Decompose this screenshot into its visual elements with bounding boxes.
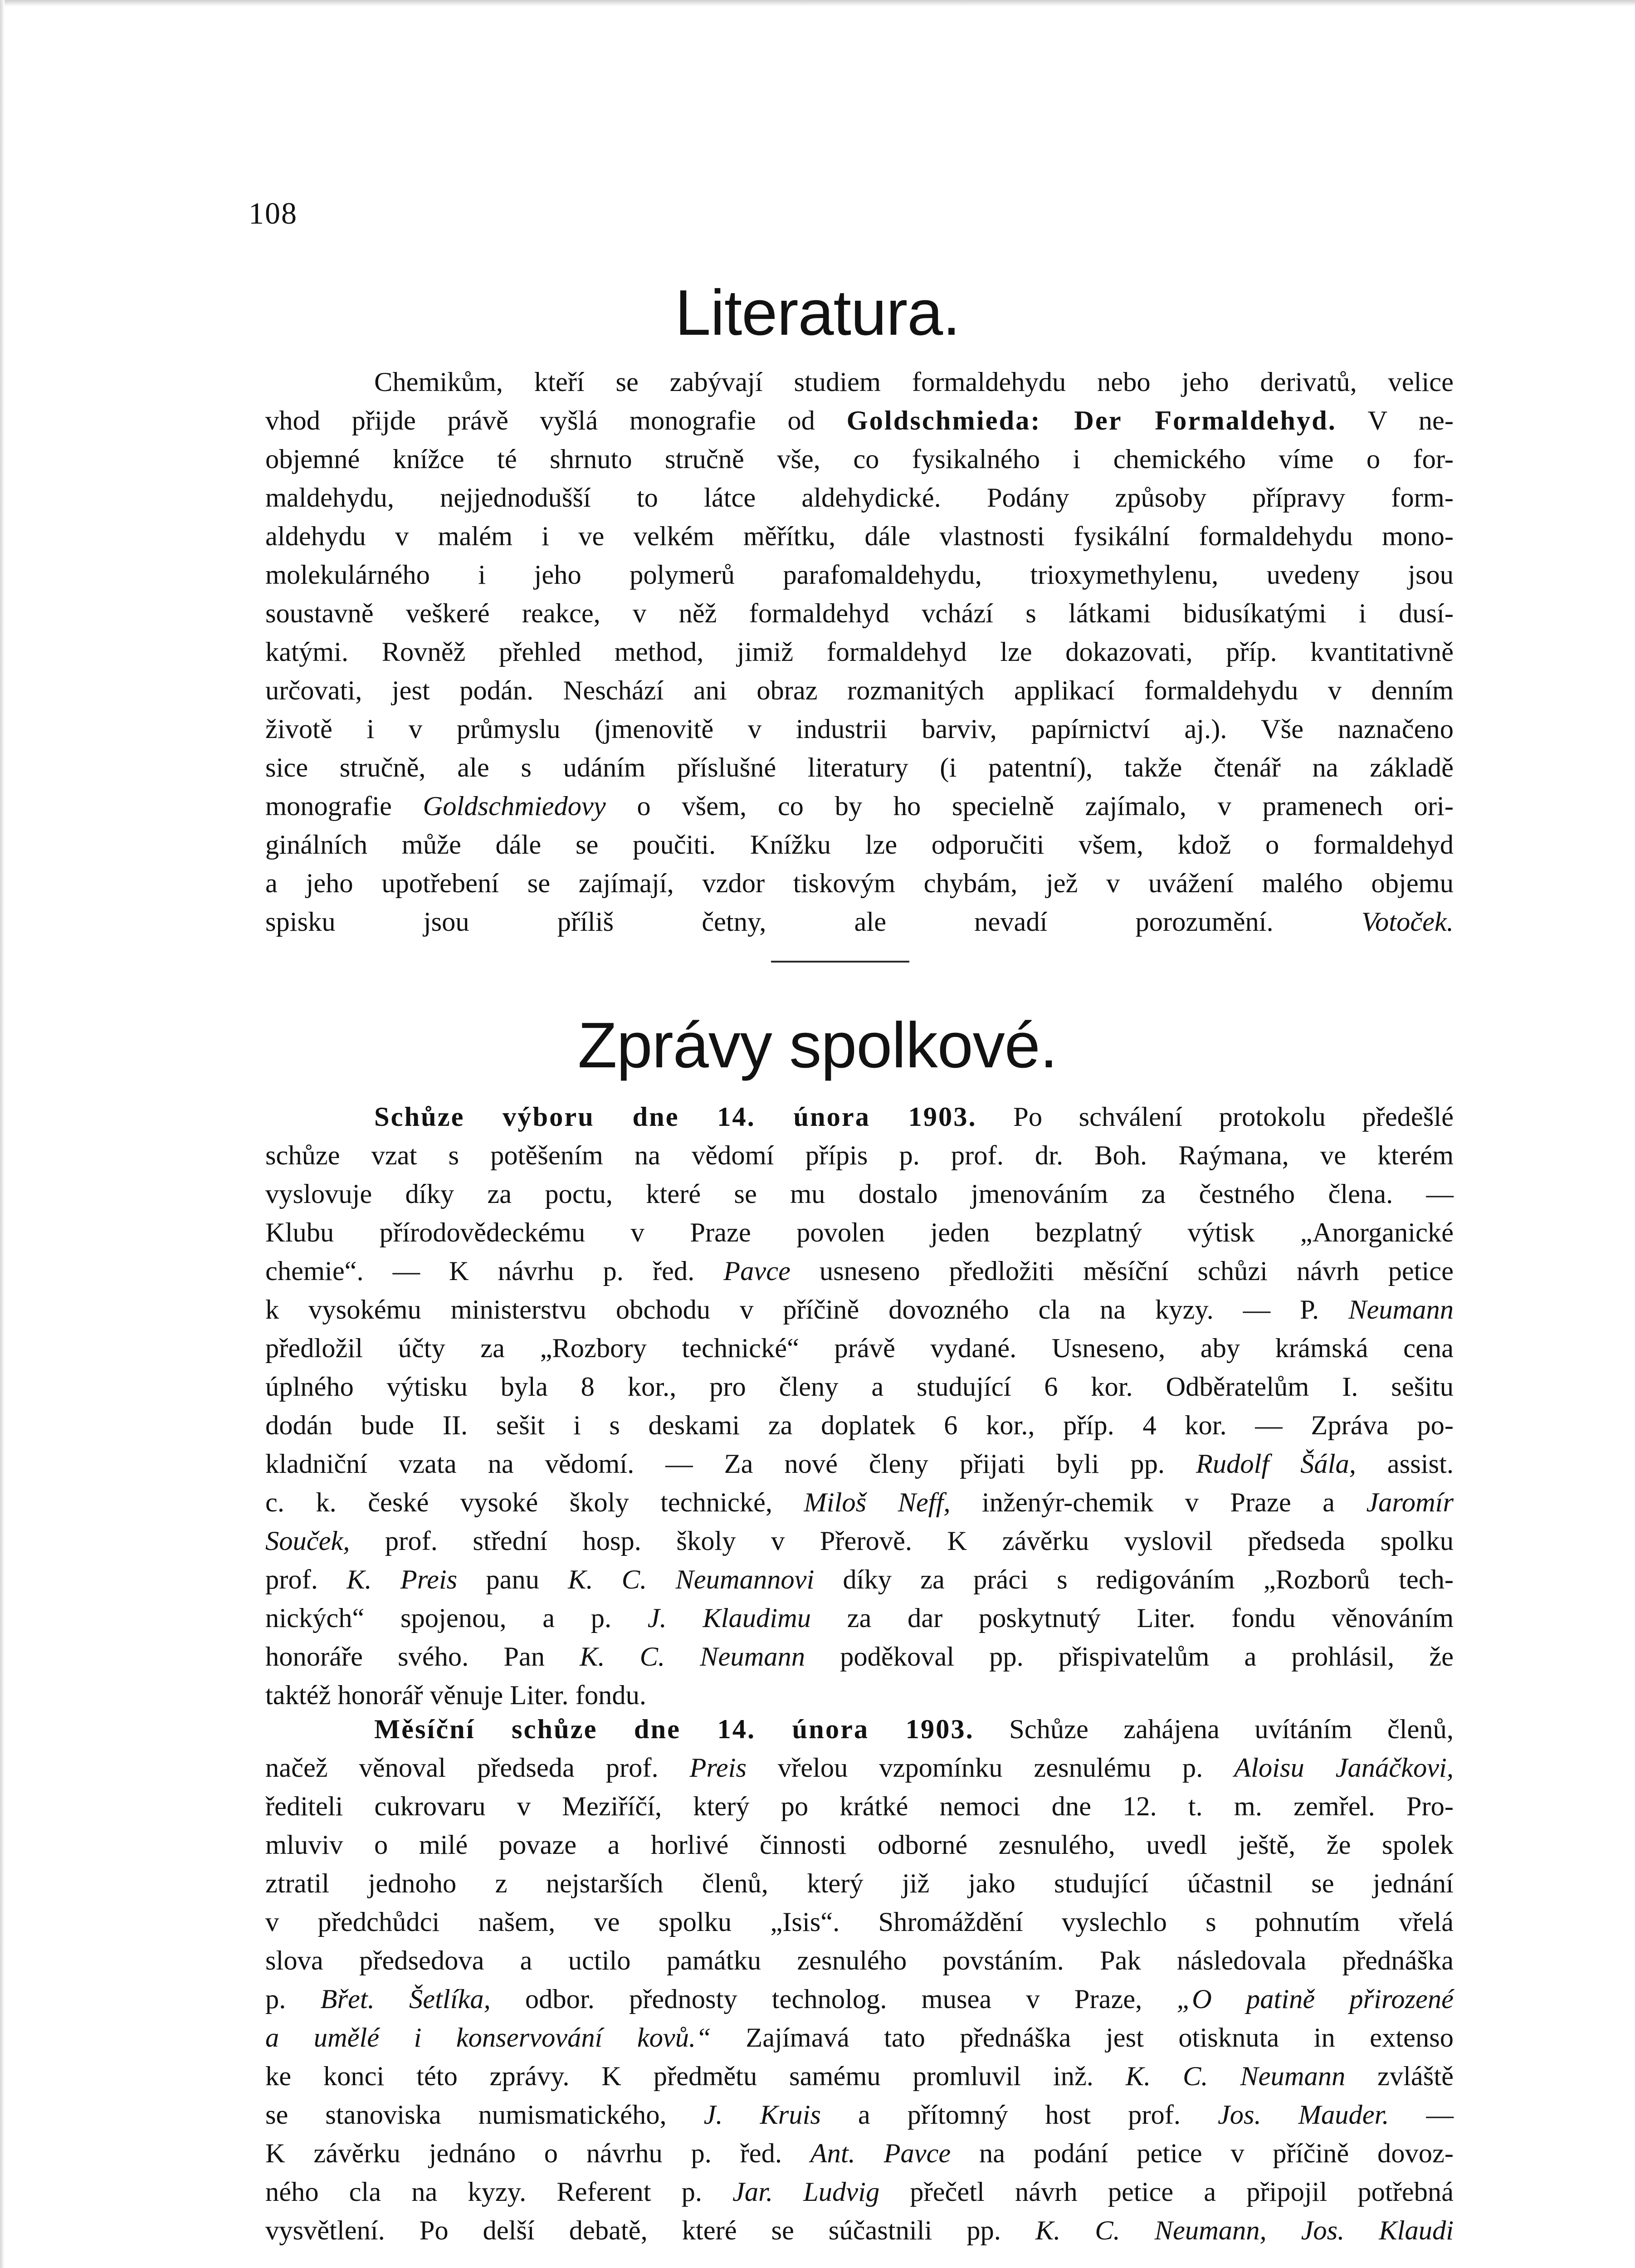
text-line: vysvětlení. Po delší debatě, které se súčastnili pp. K. C. Neumann, Jos. Klaudi bbox=[265, 2215, 1454, 2246]
text-line: Měsíční schůze dne 14. února 1903. Schůze zahájena uvítáním členů, bbox=[374, 1714, 1454, 1745]
text-line: předložil účty za „Rozbory technické“ právě vydané. Usneseno, aby krámská cena bbox=[265, 1333, 1454, 1364]
text-line: Klubu přírodovědeckému v Praze povolen jeden bezplatný výtisk „Anorganické bbox=[265, 1217, 1454, 1248]
text-line: úplného výtisku byla 8 kor., pro členy a studující 6 kor. Odběratelům I. sešitu bbox=[265, 1372, 1454, 1402]
text-line: načež věnoval předseda prof. Preis vřelou vzpomínku zesnulému p. Aloisu Janáčkovi, bbox=[265, 1753, 1454, 1783]
text-line: slova předsedova a uctilo památku zesnulého povstáním. Pak následovala přednáška bbox=[265, 1945, 1454, 1976]
text-line: vyslovuje díky za poctu, které se mu dostalo jmenováním za čestného člena. — bbox=[265, 1179, 1454, 1209]
scan-edge-top bbox=[0, 0, 1635, 6]
book-title: Goldschmieda: Der Formaldehyd. bbox=[846, 406, 1337, 436]
text-line: objemné knížce té shrnuto stručně vše, co fysikalného i chemického víme o for- bbox=[265, 444, 1454, 474]
literatura-review bbox=[265, 363, 1454, 941]
text-line: Schůze výboru dne 14. února 1903. Po schválení protokolu předešlé bbox=[374, 1102, 1454, 1132]
text-line: taktéž honorář věnuje Liter. fondu. bbox=[265, 1680, 646, 1711]
text-line: vhod přijde právě vyšlá monografie od Goldschmieda: Der Formaldehyd. V ne- bbox=[265, 406, 1454, 436]
text-line: v předchůdci našem, ve spolku „Isis“. Shromáždění vyslechlo s pohnutím vřelá bbox=[265, 1907, 1454, 1937]
text-line: honoráře svého. Pan K. C. Neumann poděkoval pp. přispivatelům a prohlásil, že bbox=[265, 1642, 1454, 1672]
monthly-meeting-report bbox=[265, 1710, 1454, 2250]
text-line: ginálních může dále se poučiti. Knížku lze odporučiti všem, kdož o formaldehyd bbox=[265, 830, 1454, 860]
text-line: prof. K. Preis panu K. C. Neumannovi díky za práci s redigováním „Rozborů tech- bbox=[265, 1564, 1454, 1595]
text-line: aldehydu v malém i ve velkém měřítku, dále vlastnosti fysikální formaldehydu mono- bbox=[265, 521, 1454, 552]
text-line: Souček, prof. střední hosp. školy v Přerově. K závěrku vyslovil předseda spolku bbox=[265, 1526, 1454, 1556]
section-title-zpravy: Zprávy spolkové. bbox=[577, 1009, 1058, 1081]
text-line: schůze vzat s potěšením na vědomí přípis p. prof. dr. Boh. Raýmana, ve kterém bbox=[265, 1140, 1454, 1171]
text-line: mluviv o milé povaze a horlivé činnosti odborné zesnulého, uvedl ještě, že spolek bbox=[265, 1830, 1454, 1860]
report-heading: Měsíční schůze dne 14. února 1903. bbox=[374, 1714, 974, 1745]
text-line: katými. Rovněž přehled method, jimiž formaldehyd lze dokazovati, příp. kvantitativně bbox=[265, 637, 1454, 667]
text-line: ného cla na kyzy. Referent p. Jar. Ludvig přečetl návrh petice a připojil potřebná bbox=[265, 2177, 1454, 2207]
text-line: životě i v průmyslu (jmenovitě v industrii barviv, papírnictví aj.). Vše naznačeno bbox=[265, 714, 1454, 744]
text-line: soustavně veškeré reakce, v něž formaldehyd vchází s látkami bidusíkatými i dusí- bbox=[265, 598, 1454, 629]
committee-meeting-report bbox=[265, 1098, 1454, 1715]
author-signature: Votoček. bbox=[1361, 907, 1454, 937]
text-line: dodán bude II. sešit i s deskami za doplatek 6 kor., příp. 4 kor. — Zpráva po- bbox=[265, 1410, 1454, 1441]
text-line: se stanoviska numismatického, J. Kruis a přítomný host prof. Jos. Mauder. — bbox=[265, 2100, 1454, 2130]
text-line: maldehydu, nejjednodušší to látce aldehydické. Podány způsoby přípravy form- bbox=[265, 483, 1454, 513]
text-line: a umělé i konservování kovů.“ Zajímavá tato přednáška jest otisknuta in extenso bbox=[265, 2023, 1454, 2053]
text-line: ke konci této zprávy. K předmětu samému promluvil inž. K. C. Neumann zvláště bbox=[265, 2061, 1454, 2092]
text-line: p. Břet. Šetlíka, odbor. přednosty technolog. musea v Praze, „O patině přirozené bbox=[265, 1984, 1454, 2014]
text-line: k vysokému ministerstvu obchodu v příčině dovozného cla na kyzy. — P. Neumann bbox=[265, 1295, 1454, 1325]
text-line: řediteli cukrovaru v Meziříčí, který po krátké nemoci dne 12. t. m. zemřel. Pro- bbox=[265, 1791, 1454, 1822]
text-line: určovati, jest podán. Neschází ani obraz rozmanitých applikací formaldehydu v denním bbox=[265, 675, 1454, 706]
text-line: monografie Goldschmiedovy o všem, co by ho specielně zajímalo, v pramenech ori- bbox=[265, 791, 1454, 821]
text-line: spisku jsou příliš četny, ale nevadí porozumění. Votoček. bbox=[265, 907, 1454, 937]
text-line: chemie“. — K návrhu p. řed. Pavce usneseno předložiti měsíční schůzi návrh petice bbox=[265, 1256, 1454, 1286]
text-line: c. k. české vysoké školy technické, Miloš Neff, inženýr-chemik v Praze a Jaromír bbox=[265, 1487, 1454, 1518]
text-line: sice stručně, ale s udáním příslušné literatury (i patentní), takže čtenář na základě bbox=[265, 753, 1454, 783]
page-number: 108 bbox=[249, 196, 298, 230]
text-line: ztratil jednoho z nejstarších členů, který již jako studující účastnil se jednání bbox=[265, 1868, 1454, 1899]
report-heading: Schůze výboru dne 14. února 1903. bbox=[374, 1102, 977, 1132]
section-divider bbox=[771, 961, 909, 963]
text-line: a jeho upotřebení se zajímají, vzdor tiskovým chybám, jež v uvážení malého objemu bbox=[265, 868, 1454, 899]
text-line: kladniční vzata na vědomí. — Za nové členy přijati byli pp. Rudolf Šála, assist. bbox=[265, 1449, 1454, 1479]
text-line: nických“ spojenou, a p. J. Klaudimu za dar poskytnutý Liter. fondu věnováním bbox=[265, 1603, 1454, 1633]
text-line: molekulárného i jeho polymerů parafomaldehydu, trioxymethylenu, uvedeny jsou bbox=[265, 560, 1454, 590]
text-line: Chemikům, kteří se zabývají studiem formaldehydu nebo jeho derivatů, velice bbox=[374, 367, 1454, 397]
section-title-literatura: Literatura. bbox=[675, 277, 960, 349]
text-line: K závěrku jednáno o návrhu p. řed. Ant. Pavce na podání petice v příčině dovoz- bbox=[265, 2138, 1454, 2169]
